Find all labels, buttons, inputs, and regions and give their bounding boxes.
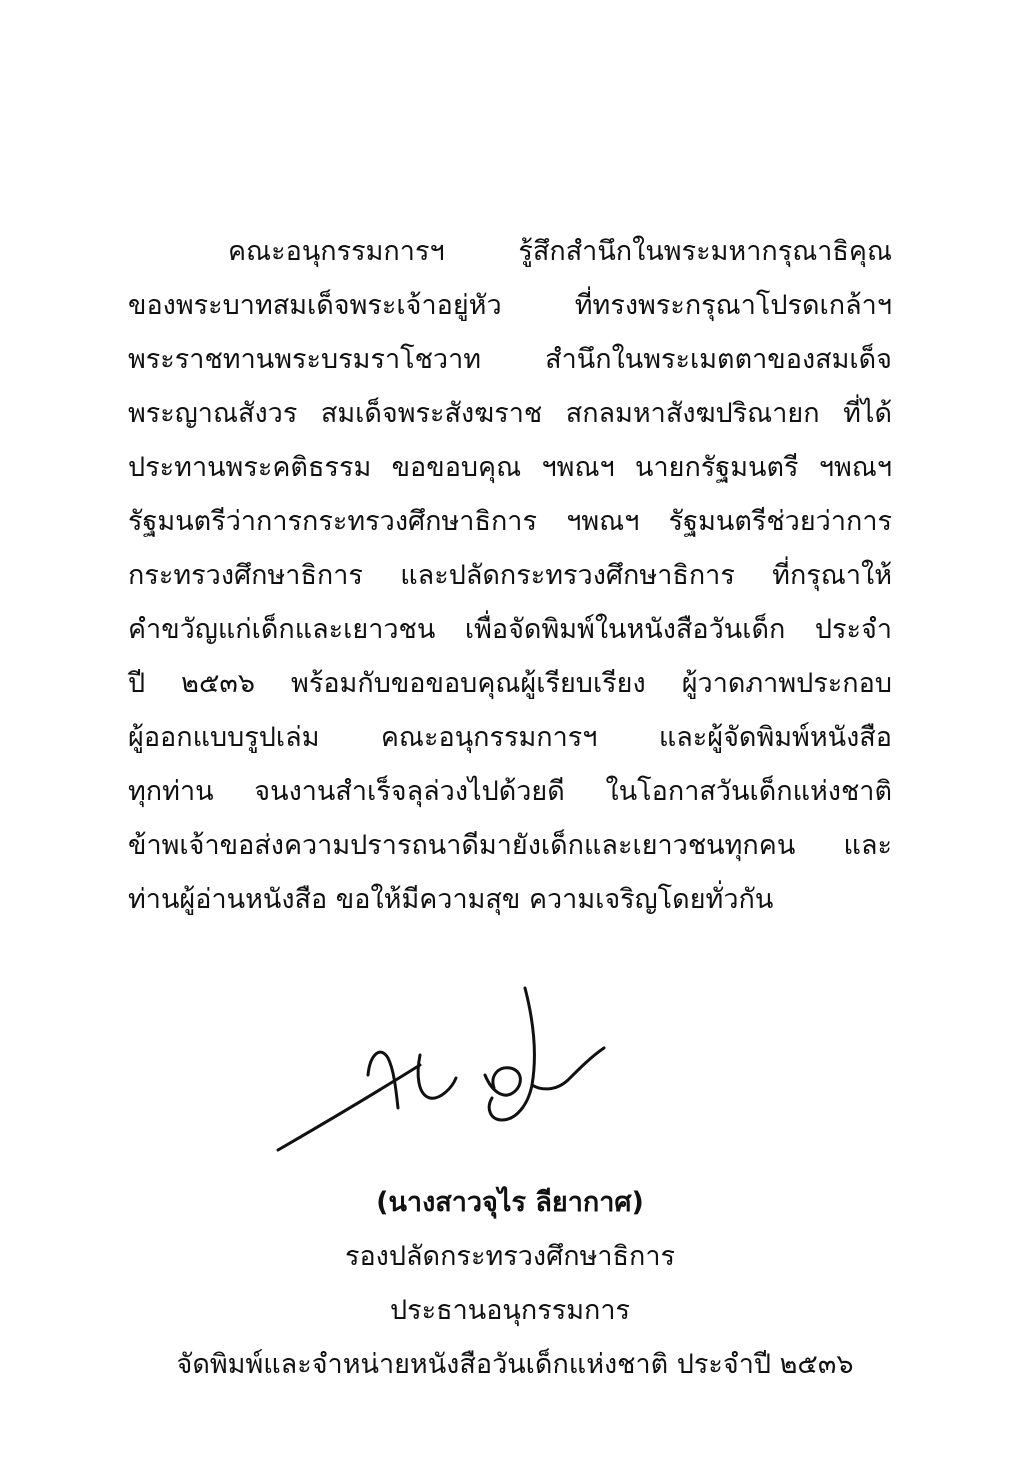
body-line: ทุกท่าน จนงานสำเร็จลุล่วงไปด้วยดี ในโอกาสวันเด็กแห่งชาติ — [128, 776, 892, 807]
body-line: พระราชทานพระบรมราโชวาท สำนึกในพระเมตตาของสมเด็จ — [128, 344, 892, 375]
body-line: ผู้ออกแบบรูปเล่ม คณะอนุกรรมการฯ และผู้จัดพิมพ์หนังสือ — [128, 722, 892, 753]
body-line: คำขวัญแก่เด็กและเยาวชน เพื่อจัดพิมพ์ในหนังสือวันเด็ก ประจำ — [128, 614, 892, 645]
body-line: คณะอนุกรรมการฯ รู้สึกสำนึกในพระมหากรุณาธิคุณ — [228, 236, 892, 267]
letter-body — [128, 225, 892, 927]
handwritten-signature — [270, 980, 610, 1160]
body-line: กระทรวงศึกษาธิการ และปลัดกระทรวงศึกษาธิการ ที่กรุณาให้ — [128, 560, 892, 591]
body-line: ท่านผู้อ่านหนังสือ ขอให้มีความสุข ความเจริญโดยทั่วกัน — [128, 884, 774, 915]
body-line: รัฐมนตรีว่าการกระทรวงศึกษาธิการ ฯพณฯ รัฐมนตรีช่วยว่าการ — [128, 506, 892, 537]
signature-block — [0, 1176, 1020, 1392]
signer-role: ประธานอนุกรรมการ — [389, 1295, 631, 1326]
body-line: ประทานพระคติธรรม ขอขอบคุณ ฯพณฯ นายกรัฐมนตรี ฯพณฯ — [128, 452, 892, 483]
signer-position: รองปลัดกระทรวงศึกษาธิการ — [344, 1241, 676, 1272]
signer-name: (นางสาวจุไร ลียากาศ) — [376, 1187, 644, 1218]
body-line: พระญาณสังวร สมเด็จพระสังฆราช สกลมหาสังฆปริณายก ที่ได้ — [128, 398, 892, 429]
body-line: ปี ๒๕๓๖ พร้อมกับขอขอบคุณผู้เรียบเรียง ผู้วาดภาพประกอบ — [128, 668, 892, 699]
body-line: ข้าพเจ้าขอส่งความปรารถนาดีมายังเด็กและเยาวชนทุกคน และ — [128, 830, 892, 861]
body-line: ของพระบาทสมเด็จพระเจ้าอยู่หัว ที่ทรงพระกรุณาโปรดเกล้าฯ — [128, 290, 892, 321]
signer-committee: จัดพิมพ์และจำหน่ายหนังสือวันเด็กแห่งชาติ ประจำปี ๒๕๓๖ — [176, 1349, 854, 1380]
